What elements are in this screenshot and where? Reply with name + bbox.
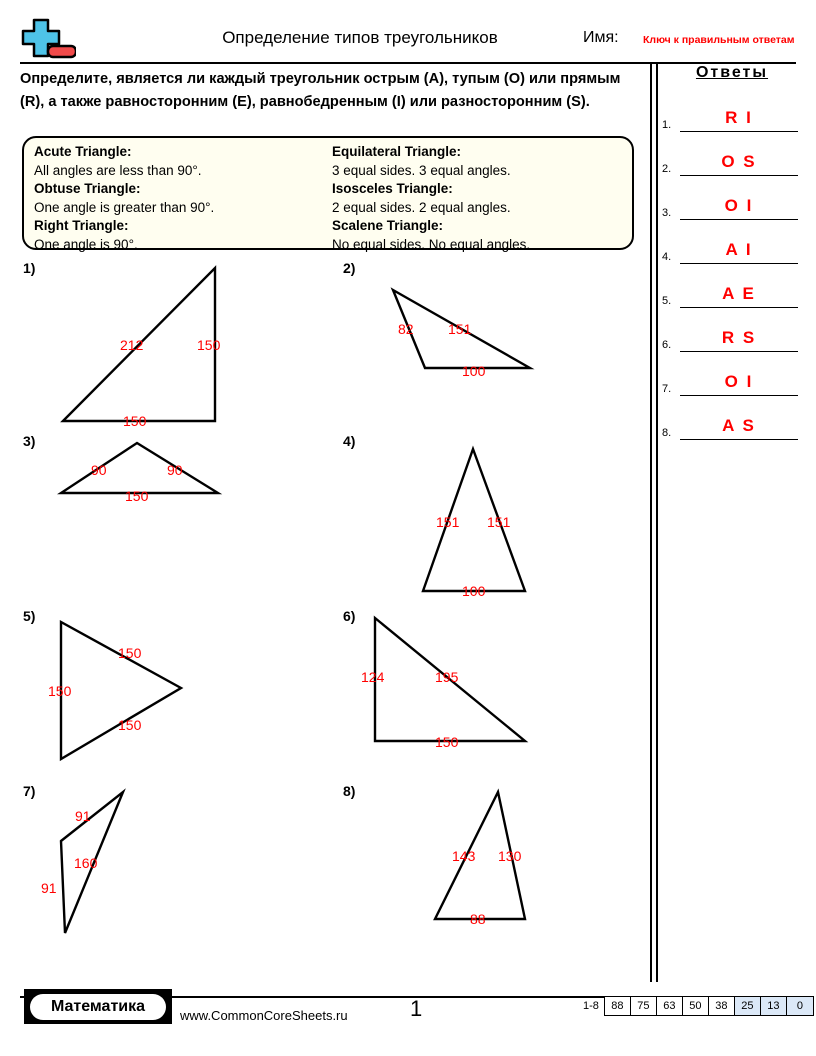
definition-term: Isosceles Triangle: <box>332 181 453 197</box>
side-label: 212 <box>120 337 144 353</box>
definition-desc: One angle is greater than 90°. <box>34 199 215 215</box>
answer-index: 3. <box>662 207 672 219</box>
plus-minus-icon <box>20 18 76 62</box>
problem-3 <box>15 431 335 606</box>
score-range-label: 1-8 <box>583 1000 599 1012</box>
side-label: 124 <box>361 669 385 685</box>
answer-value: R S <box>721 328 757 347</box>
name-label: Имя: <box>583 29 619 46</box>
answer-row <box>662 132 802 176</box>
answer-index: 4. <box>662 251 672 263</box>
side-label: 150 <box>118 717 142 733</box>
answer-blank[interactable] <box>680 413 798 440</box>
side-label: 151 <box>487 514 511 530</box>
side-label: 150 <box>123 413 147 429</box>
definition-desc: 2 equal sides. 2 equal angles. <box>332 199 511 215</box>
problem-number: 6) <box>343 608 356 624</box>
definitions-box <box>22 136 634 250</box>
definition-term: Right Triangle: <box>34 218 129 234</box>
answer-blank[interactable] <box>680 193 798 220</box>
triangle-figure-2 <box>335 258 655 433</box>
side-label: 90 <box>167 462 183 478</box>
score-cell: 13 <box>761 997 787 1015</box>
score-cell: 0 <box>787 997 813 1015</box>
answer-row <box>662 88 802 132</box>
answer-index: 7. <box>662 383 672 395</box>
side-label: 91 <box>75 808 91 824</box>
score-cell: 25 <box>735 997 761 1015</box>
problem-6 <box>335 606 655 781</box>
definition-desc: 3 equal sides. 3 equal angles. <box>332 162 511 178</box>
answer-row <box>662 176 802 220</box>
answer-row <box>662 220 802 264</box>
side-label: 195 <box>435 669 459 685</box>
answer-value: O S <box>721 152 757 171</box>
answer-value: R I <box>725 108 753 127</box>
side-label: 151 <box>448 321 472 337</box>
answer-value: A I <box>725 240 753 259</box>
side-label: 88 <box>470 911 486 927</box>
answer-index: 8. <box>662 427 672 439</box>
page-title: Определение типов треугольников <box>222 28 498 47</box>
problem-number: 1) <box>23 260 36 276</box>
definition-desc: All angles are less than 90°. <box>34 162 202 178</box>
answer-index: 1. <box>662 119 672 131</box>
answer-key-badge: Ключ к правильным ответам <box>643 34 795 46</box>
answer-value: A E <box>722 284 756 303</box>
problem-number: 5) <box>23 608 36 624</box>
score-scale <box>583 996 814 1016</box>
side-label: 143 <box>452 848 476 864</box>
definition-term: Scalene Triangle: <box>332 218 444 234</box>
side-label: 150 <box>48 683 72 699</box>
answer-blank[interactable] <box>680 237 798 264</box>
side-label: 150 <box>118 645 142 661</box>
page-number: 1 <box>410 996 423 1021</box>
side-label: 100 <box>462 363 486 379</box>
answer-index: 2. <box>662 163 672 175</box>
problem-number: 2) <box>343 260 356 276</box>
page-header <box>20 18 796 62</box>
definition-term: Equilateral Triangle: <box>332 144 462 159</box>
triangle-figure-5 <box>15 606 335 781</box>
score-cell: 63 <box>657 997 683 1015</box>
answer-blank[interactable] <box>680 105 798 132</box>
answer-key-column <box>662 64 802 440</box>
brand-badge <box>24 989 172 1024</box>
problem-number: 8) <box>343 783 356 799</box>
problem-1 <box>15 258 335 433</box>
problem-8 <box>335 781 655 956</box>
side-label: 150 <box>197 337 221 353</box>
triangle-figure-6 <box>335 606 655 781</box>
side-label: 100 <box>462 583 486 599</box>
triangle-figure-4 <box>335 431 655 606</box>
side-label: 160 <box>74 855 98 871</box>
answer-row <box>662 308 802 352</box>
problem-number: 3) <box>23 433 36 449</box>
problem-4 <box>335 431 655 606</box>
definition-term: Obtuse Triangle: <box>34 181 141 197</box>
answer-blank[interactable] <box>680 325 798 352</box>
problems-area <box>0 258 650 958</box>
side-label: 150 <box>435 734 459 750</box>
instructions-text: Определите, является ли каждый треугольник острым (A), тупым (O) или прямым (R), а также равносторонним (E), равнобедренным (I) или разносторонним (S). <box>20 71 621 110</box>
side-label: 90 <box>91 462 107 478</box>
triangle-figure-8 <box>335 781 655 956</box>
answer-value: O I <box>724 372 754 391</box>
answer-blank[interactable] <box>680 149 798 176</box>
site-url: www.CommonCoreSheets.ru <box>180 1008 348 1023</box>
answer-blank[interactable] <box>680 281 798 308</box>
triangle-figure-7 <box>15 781 335 956</box>
side-label: 150 <box>125 488 149 504</box>
problem-7 <box>15 781 335 956</box>
problem-number: 7) <box>23 783 36 799</box>
definitions-column-right <box>332 140 630 250</box>
side-label: 130 <box>498 848 522 864</box>
answers-title: Ответы <box>695 64 769 81</box>
answer-value: A S <box>722 416 756 435</box>
side-label: 151 <box>436 514 460 530</box>
answer-value: O I <box>724 196 754 215</box>
score-cell: 38 <box>709 997 735 1015</box>
answer-row <box>662 264 802 308</box>
triangle-figure-1 <box>15 258 335 433</box>
column-divider-right <box>656 62 658 982</box>
definition-term: Acute Triangle: <box>34 144 132 159</box>
problem-number: 4) <box>343 433 356 449</box>
score-cell: 88 <box>605 997 631 1015</box>
answer-index: 5. <box>662 295 672 307</box>
definitions-column-left <box>34 140 332 250</box>
problem-2 <box>335 258 655 433</box>
score-cell: 50 <box>683 997 709 1015</box>
side-label: 91 <box>41 880 57 896</box>
answer-row <box>662 396 802 440</box>
definition-desc: One angle is 90°. <box>34 236 138 252</box>
answer-index: 6. <box>662 339 672 351</box>
side-label: 82 <box>398 321 414 337</box>
problem-5 <box>15 606 335 781</box>
triangle-figure-3 <box>15 431 335 606</box>
answer-blank[interactable] <box>680 369 798 396</box>
brand-name: Математика <box>30 994 166 1020</box>
answer-row <box>662 352 802 396</box>
score-table <box>604 996 814 1016</box>
definition-desc: No equal sides. No equal angles. <box>332 236 531 252</box>
score-cell: 75 <box>631 997 657 1015</box>
